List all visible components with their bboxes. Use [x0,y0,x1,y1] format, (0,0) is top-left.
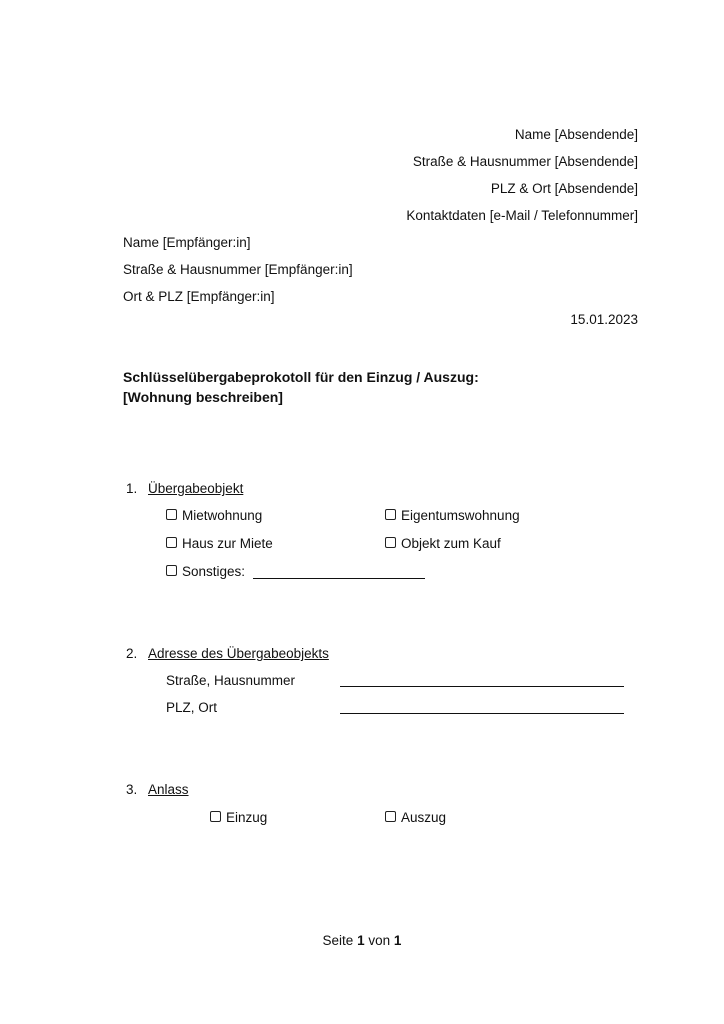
subject-line-1: Schlüsselübergabeprokotoll für den Einzug / Auszug: [123,369,479,385]
option-haus-zur-miete-label: Haus zur Miete [182,536,273,551]
footer-page-number: 1 [357,933,365,948]
sender-city: PLZ & Ort [Absendende] [490,181,638,196]
section-1-heading [126,481,243,496]
option-eigentumswohnung[interactable] [385,508,520,523]
sonstiges-fill-line[interactable] [253,565,425,579]
section-2-number: 2. [126,646,138,661]
checkbox-icon[interactable] [166,509,177,520]
subject-line [123,367,479,407]
footer-total-pages: 1 [393,933,402,948]
option-objekt-zum-kauf-label: Objekt zum Kauf [401,536,501,551]
recipient-city: Ort & PLZ [Empfänger:in] [123,289,275,304]
footer-middle: von [368,933,391,948]
checkbox-icon[interactable] [385,537,396,548]
option-sonstiges-label: Sonstiges: [182,564,246,579]
sender-name: Name [Absendende] [514,127,638,142]
checkbox-icon[interactable] [385,509,396,520]
subject-line-2: [Wohnung beschreiben] [123,389,283,405]
section-2-heading [126,646,329,661]
section-3-number: 3. [126,782,138,797]
field-city-label: PLZ, Ort [166,700,218,715]
option-mietwohnung[interactable] [166,508,262,523]
option-einzug[interactable] [210,810,267,825]
field-street-line[interactable] [340,685,624,687]
page-footer [0,933,724,948]
section-1-title: Übergabeobjekt [148,481,244,496]
option-sonstiges[interactable] [166,564,425,579]
field-street-label: Straße, Hausnummer [166,673,296,688]
option-haus-zur-miete[interactable] [166,536,273,551]
option-objekt-zum-kauf[interactable] [385,536,501,551]
option-auszug[interactable] [385,810,446,825]
section-1-number: 1. [126,481,138,496]
section-3-heading [126,782,189,797]
recipient-address-block [123,229,353,310]
footer-prefix: Seite [322,933,354,948]
checkbox-icon[interactable] [385,811,396,822]
section-2-title: Adresse des Übergabeobjekts [148,646,329,661]
field-city-line[interactable] [340,712,624,714]
checkbox-icon[interactable] [166,565,177,576]
letter-date: 15.01.2023 [570,312,638,327]
option-auszug-label: Auszug [401,810,447,825]
sender-street: Straße & Hausnummer [Absendende] [412,154,638,169]
option-mietwohnung-label: Mietwohnung [182,508,263,523]
recipient-street: Straße & Hausnummer [Empfänger:in] [123,262,353,277]
option-einzug-label: Einzug [226,810,268,825]
sender-contact: Kontaktdaten [e-Mail / Telefonnummer] [406,208,638,223]
checkbox-icon[interactable] [166,537,177,548]
option-eigentumswohnung-label: Eigentumswohnung [401,508,520,523]
sender-address-block [406,121,638,229]
recipient-name: Name [Empfänger:in] [123,235,251,250]
section-3-title: Anlass [148,782,189,797]
checkbox-icon[interactable] [210,811,221,822]
